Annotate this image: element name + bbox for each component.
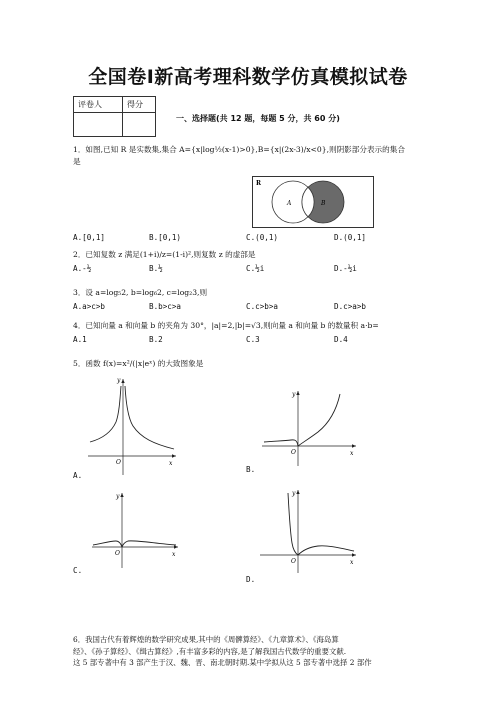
question-6-line-3: 这 5 部专著中有 3 部产生于汉、魏、晋、南北朝时期.某中学拟从这 5 部专著中选择 2 部作 bbox=[73, 658, 372, 667]
graph-a bbox=[86, 376, 178, 476]
graph-d-label: D. bbox=[246, 575, 256, 584]
score-header: 得分 bbox=[123, 97, 156, 113]
grader-header: 评卷人 bbox=[74, 97, 123, 113]
q4-option-c: C.3 bbox=[246, 335, 260, 344]
question-3: 3．设 a=log₅2, b=log₆2, c=log₂3,则 bbox=[73, 288, 208, 297]
question-1-line-1: 1．如图,已知 R 是实数集,集合 A={x|log½(x-1)>0},B={x|(2x-3)/x<0},则阴影部分表示的集合 bbox=[73, 145, 405, 154]
page-title: 全国卷Ⅰ新高考理科数学仿真模拟试卷 bbox=[88, 66, 408, 88]
graph-c-label: C. bbox=[73, 566, 83, 575]
q2-option-b: B.½ bbox=[149, 264, 163, 273]
graph-c-x-label: x bbox=[172, 551, 176, 558]
question-4: 4．已知向量 a 和向量 b 的夹角为 30°，|a|=2,|b|=√3,则向量 a 和向量 b 的数量积 a·b= bbox=[73, 321, 379, 330]
q2-option-c: C.½i bbox=[246, 264, 265, 273]
question-5: 5．函数 f(x)=x²/(|x|eˣ) 的大致图象是 bbox=[73, 359, 204, 368]
section-heading: 一、选择题(共 12 题，每题 5 分，共 60 分) bbox=[176, 114, 340, 123]
score-table bbox=[73, 96, 156, 137]
graph-d bbox=[258, 487, 358, 575]
graph-b-origin: O bbox=[291, 449, 296, 456]
question-2: 2．已知复数 z 满足(1+i)/z=(1-i)²,则复数 z 的虚部是 bbox=[73, 250, 256, 259]
q1-option-d: D.(0,1] bbox=[334, 233, 367, 242]
q4-option-b: B.2 bbox=[149, 335, 163, 344]
q3-option-a: A.a>c>b bbox=[73, 302, 106, 311]
graph-b-y-label: y bbox=[292, 391, 296, 398]
q1-option-a: A.[0,1] bbox=[73, 233, 106, 242]
venn-diagram bbox=[252, 176, 374, 228]
grader-cell bbox=[74, 113, 123, 137]
venn-label-a: A bbox=[287, 200, 292, 207]
graph-c bbox=[90, 490, 180, 570]
question-6-line-1: 6．我国古代有着辉煌的数学研究成果,其中的《周髀算经》、《九章算术》、《海岛算 bbox=[73, 635, 339, 644]
graph-c-origin: O bbox=[115, 550, 120, 557]
q4-option-a: A.1 bbox=[73, 335, 87, 344]
q2-option-a: A.-½ bbox=[73, 264, 92, 273]
q4-option-d: D.4 bbox=[334, 335, 348, 344]
venn-label-r: R bbox=[256, 180, 261, 187]
graph-b bbox=[260, 388, 358, 468]
graph-d-x-label: x bbox=[350, 559, 354, 566]
question-6-line-2: 经》、《孙子算经》、《缉古算经》,有丰富多彩的内容,是了解我国古代数学的重要文献. bbox=[73, 646, 347, 656]
graph-b-label: B. bbox=[246, 465, 256, 474]
graph-a-y-label: y bbox=[117, 377, 121, 384]
graph-a-x-label: x bbox=[169, 460, 173, 467]
graph-d-origin: O bbox=[291, 558, 296, 565]
graph-a-origin: O bbox=[116, 459, 121, 466]
graph-b-x-label: x bbox=[350, 450, 354, 457]
question-1-line-2: 是 bbox=[73, 157, 81, 166]
score-cell bbox=[123, 113, 156, 137]
graph-d-y-label: y bbox=[292, 490, 296, 497]
q3-option-b: B.b>c>a bbox=[149, 302, 182, 311]
q2-option-d: D.-½i bbox=[334, 264, 357, 273]
q3-option-d: D.c>a>b bbox=[334, 302, 367, 311]
venn-label-b: B bbox=[321, 200, 326, 207]
q1-option-b: B.[0,1) bbox=[149, 233, 182, 242]
q1-option-c: C.(0,1) bbox=[246, 233, 279, 242]
q3-option-c: C.c>b>a bbox=[246, 302, 279, 311]
question-6 bbox=[73, 634, 433, 669]
graph-c-y-label: y bbox=[116, 493, 120, 500]
graph-a-label: A. bbox=[73, 471, 83, 480]
